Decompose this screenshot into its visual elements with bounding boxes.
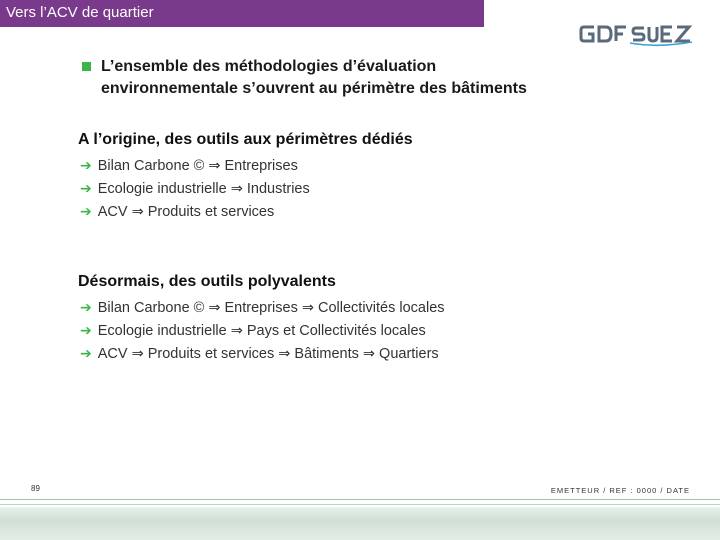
title-bar [0, 0, 484, 27]
arrow-right-icon: ➔ [80, 203, 92, 219]
implies-icon: ⇒ [301, 300, 314, 316]
list-item: ➔ Bilan Carbone © ⇒ Entreprises [80, 157, 298, 174]
arrow-right-icon: ➔ [80, 345, 92, 361]
main-bullet-line-1: L’ensemble des méthodologies d’évaluation [101, 58, 437, 75]
page-number: 89 [31, 484, 40, 493]
footer-divider [0, 504, 720, 505]
list-item: ➔ ACV ⇒ Produits et services ⇒ Bâtiments ⇒ Quartiers [80, 345, 439, 362]
slide-title: Vers l’ACV de quartier [6, 4, 154, 21]
footer-divider [0, 499, 720, 500]
implies-icon: ⇒ [131, 346, 144, 362]
bullet-square-icon [82, 62, 91, 71]
implies-icon: ⇒ [278, 346, 291, 362]
implies-icon: ⇒ [230, 181, 243, 197]
arrow-right-icon: ➔ [80, 180, 92, 196]
section-origin-list [80, 154, 310, 223]
list-item: ➔ Ecologie industrielle ⇒ Pays et Collectivités locales [80, 322, 426, 339]
implies-icon: ⇒ [230, 323, 243, 339]
implies-icon: ⇒ [208, 300, 221, 316]
section-now-list [80, 296, 445, 365]
arrow-right-icon: ➔ [80, 322, 92, 338]
arrow-right-icon: ➔ [80, 299, 92, 315]
section-origin-heading: A l’origine, des outils aux périmètres dédiés [78, 131, 413, 148]
section-now-heading: Désormais, des outils polyvalents [78, 273, 336, 290]
arrow-right-icon: ➔ [80, 157, 92, 173]
main-bullet [82, 56, 642, 100]
implies-icon: ⇒ [131, 204, 144, 220]
implies-icon: ⇒ [208, 158, 221, 174]
list-item: ➔ Bilan Carbone © ⇒ Entreprises ⇒ Collectivités locales [80, 299, 445, 316]
main-bullet-line-2: environnementale s’ouvrent au périmètre des bâtiments [101, 80, 527, 97]
footer-band [0, 507, 720, 540]
implies-icon: ⇒ [362, 346, 376, 362]
gdf-suez-logo [578, 22, 694, 48]
list-item: ➔ ACV ⇒ Produits et services [80, 203, 275, 220]
footer-reference: EMETTEUR / REF : 0000 / DATE [550, 486, 690, 495]
list-item: ➔ Ecologie industrielle ⇒ Industries [80, 180, 310, 197]
